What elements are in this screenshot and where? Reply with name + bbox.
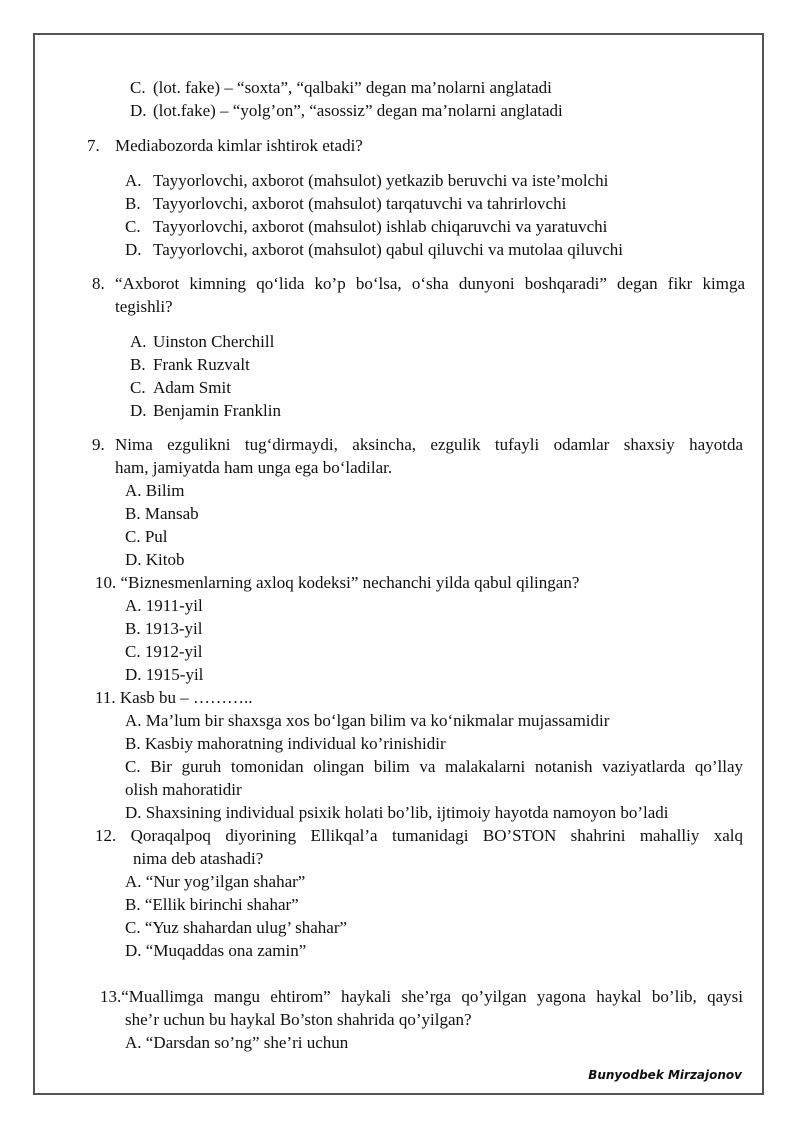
- option-text: B. “Ellik birinchi shahar”: [125, 895, 299, 914]
- option-text: A. Bilim: [125, 481, 185, 500]
- question-number: 9.: [92, 435, 105, 454]
- option-text: Tayyorlovchi, axborot (mahsulot) tarqatuvchi va tahrirlovchi: [153, 194, 567, 213]
- option-letter: C.: [125, 217, 141, 236]
- option-text: D. Shaxsining individual psixik holati bo’lib, ijtimoiy hayotda namoyon bo’ladi: [125, 803, 669, 822]
- question-text: she’r uchun bu haykal Bo’ston shahrida qo’yilgan?: [125, 1010, 472, 1029]
- option-text: D. “Muqaddas ona zamin”: [125, 941, 307, 960]
- option-text: (lot. fake) – “soxta”, “qalbaki” degan ma’nolarni anglatadi: [153, 78, 552, 97]
- option-text: C. “Yuz shahardan ulug’ shahar”: [125, 918, 348, 937]
- option-text: (lot.fake) – “yolg’on”, “asossiz” degan ma’nolarni anglatadi: [153, 101, 563, 120]
- option-letter: D.: [125, 240, 142, 259]
- question-text: Nima ezgulikni tug‘dirmaydi, aksincha, ezgulik tufayli odamlar shaxsiy hayotda: [115, 435, 743, 454]
- option-text: olish mahoratidir: [125, 780, 242, 799]
- question-text: 12. Qoraqalpoq diyorining Ellikqal’a tumanidagi BO’STON shahrini mahalliy xalq: [95, 826, 743, 845]
- option-text: B. 1913-yil: [125, 619, 203, 638]
- option-letter: C.: [130, 78, 146, 97]
- option-text: D. 1915-yil: [125, 665, 204, 684]
- option-letter: A.: [125, 171, 142, 190]
- option-text: Tayyorlovchi, axborot (mahsulot) qabul qiluvchi va mutolaa qiluvchi: [153, 240, 623, 259]
- option-text: B. Kasbiy mahoratning individual ko’rinishidir: [125, 734, 446, 753]
- question-text: ham, jamiyatda ham unga ega bo‘ladilar.: [115, 458, 393, 477]
- option-letter: C.: [130, 378, 146, 397]
- option-text: C. Pul: [125, 527, 168, 546]
- option-text: Adam Smit: [153, 378, 231, 397]
- option-text: C. 1912-yil: [125, 642, 203, 661]
- option-text: D. Kitob: [125, 550, 185, 569]
- option-text: A. 1911-yil: [125, 596, 203, 615]
- option-text: A. Ma’lum bir shaxsga xos bo‘lgan bilim va ko‘nikmalar mujassamidir: [125, 711, 610, 730]
- author-signature: Bunyodbek Mirzajonov: [588, 1068, 742, 1082]
- question-text: Mediabozorda kimlar ishtirok etadi?: [115, 136, 363, 155]
- question-text: “Axborot kimning qo‘lida ko’p bo‘lsa, o‘sha dunyoni boshqaradi” degan fikr kimga: [115, 274, 745, 293]
- question-text: 10. “Biznesmenlarning axloq kodeksi” nechanchi yilda qabul qilingan?: [95, 573, 580, 592]
- option-text: Tayyorlovchi, axborot (mahsulot) yetkazib beruvchi va iste’molchi: [153, 171, 609, 190]
- option-text: C. Bir guruh tomonidan olingan bilim va malakalarni notanish vaziyatlarda qo’llay: [125, 757, 743, 776]
- question-text: 11. Kasb bu – ………..: [95, 688, 253, 707]
- option-letter: D.: [130, 101, 147, 120]
- option-letter: A.: [130, 332, 147, 351]
- option-letter: D.: [130, 401, 147, 420]
- question-number: 7.: [87, 136, 100, 155]
- option-text: B. Mansab: [125, 504, 199, 523]
- option-text: Uinston Cherchill: [153, 332, 275, 351]
- question-text: tegishli?: [115, 297, 173, 316]
- option-text: Benjamin Franklin: [153, 401, 281, 420]
- question-number: 8.: [92, 274, 105, 293]
- option-text: A. “Nur yog’ilgan shahar”: [125, 872, 306, 891]
- question-text: 13.“Muallimga mangu ehtirom” haykali she’rga qo’yilgan yagona haykal bo’lib, qaysi: [100, 987, 743, 1006]
- option-letter: B.: [125, 194, 141, 213]
- option-text: A. “Darsdan so’ng” she’ri uchun: [125, 1033, 349, 1052]
- option-text: Tayyorlovchi, axborot (mahsulot) ishlab chiqaruvchi va yaratuvchi: [153, 217, 608, 236]
- question-text: nima deb atashadi?: [133, 849, 264, 868]
- option-letter: B.: [130, 355, 146, 374]
- option-text: Frank Ruzvalt: [153, 355, 250, 374]
